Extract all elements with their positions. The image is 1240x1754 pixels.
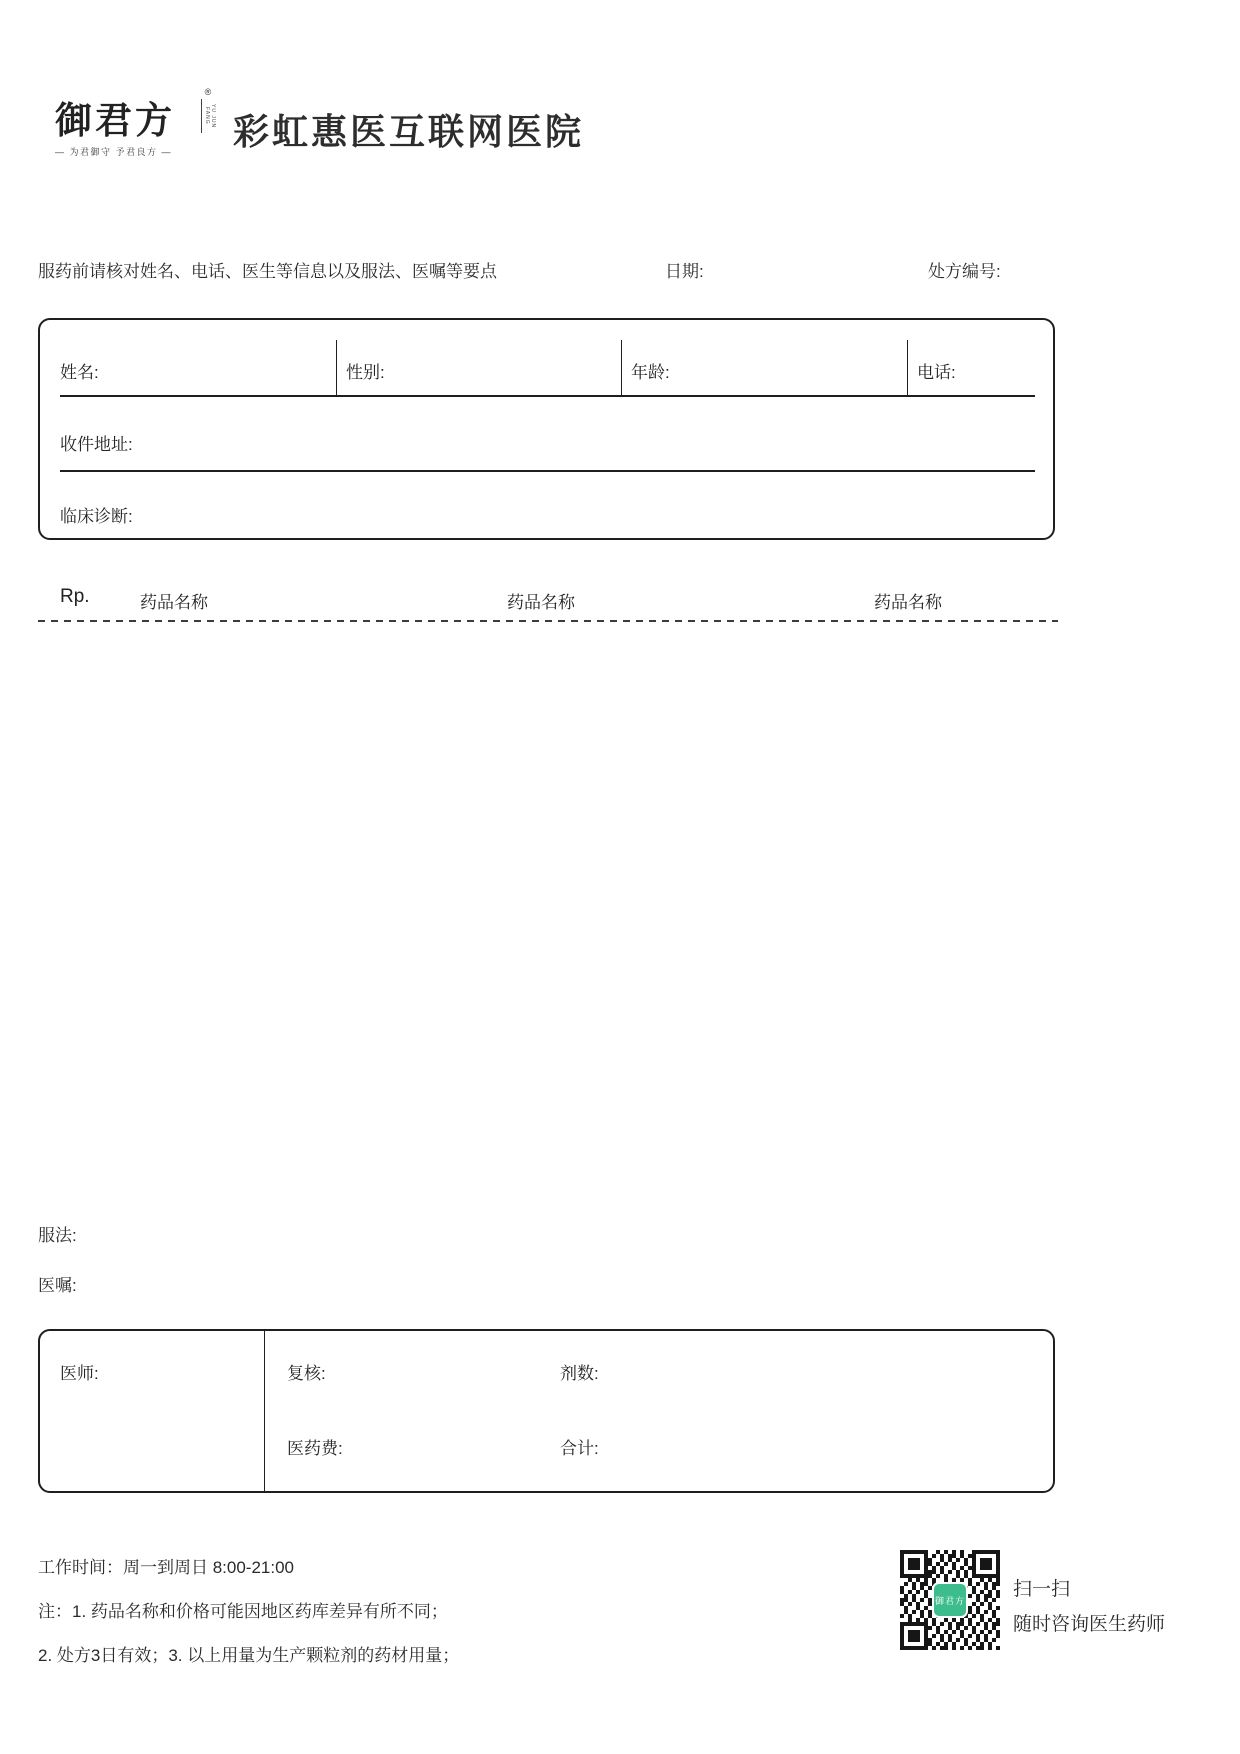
name-label: 姓名: bbox=[60, 363, 99, 382]
diagnosis-label: 临床诊断: bbox=[60, 507, 133, 526]
row-divider bbox=[60, 470, 1035, 472]
field-divider bbox=[336, 340, 337, 395]
drug-name-column-header: 药品名称 bbox=[874, 593, 942, 612]
qr-code bbox=[900, 1550, 1000, 1650]
qr-consult-label: 随时咨询医生药师 bbox=[1013, 1614, 1166, 1635]
total-label: 合计: bbox=[560, 1439, 599, 1458]
verify-notice: 服药前请核对姓名、电话、医生等信息以及服法、医嘱等要点 bbox=[38, 262, 497, 281]
doctor-advice-label: 医嘱: bbox=[38, 1276, 77, 1295]
footer-note-1: 注：1. 药品名称和价格可能因地区药库差异有所不同； bbox=[38, 1602, 448, 1621]
field-divider bbox=[621, 340, 622, 395]
date-label: 日期: bbox=[665, 262, 704, 281]
medicine-fee-label: 医药费: bbox=[287, 1439, 343, 1458]
row-divider bbox=[60, 395, 1035, 397]
brand-logo-text: 御君方 bbox=[55, 98, 175, 142]
drug-name-column-header: 药品名称 bbox=[507, 593, 575, 612]
qr-center-logo: 御君方 bbox=[932, 1582, 968, 1618]
box-divider bbox=[264, 1331, 265, 1491]
brand-logo-side bbox=[201, 88, 215, 133]
field-divider bbox=[907, 340, 908, 395]
brand-logo bbox=[55, 87, 230, 162]
dashed-separator bbox=[38, 620, 1058, 622]
patient-info-box bbox=[38, 318, 1055, 540]
prescription-number-label: 处方编号: bbox=[928, 262, 1001, 281]
footer-note-2: 2. 处方3日有效；3. 以上用量为生产颗粒剂的药材用量； bbox=[38, 1646, 460, 1665]
hospital-title: 彩虹惠医互联网医院 bbox=[233, 111, 585, 152]
age-label: 年龄: bbox=[631, 363, 670, 382]
registered-mark: ® bbox=[204, 87, 212, 97]
usage-method-label: 服法: bbox=[38, 1226, 77, 1245]
signature-fee-box bbox=[38, 1329, 1055, 1493]
brand-logo-pinyin: YU JUN FANG bbox=[201, 99, 216, 133]
doctor-label: 医师: bbox=[60, 1364, 99, 1383]
work-hours: 工作时间：周一到周日 8:00-21:00 bbox=[38, 1558, 295, 1577]
phone-label: 电话: bbox=[917, 363, 956, 382]
qr-scan-label: 扫一扫 bbox=[1013, 1579, 1071, 1600]
drug-name-column-header: 药品名称 bbox=[140, 593, 208, 612]
dose-count-label: 剂数: bbox=[560, 1364, 599, 1383]
review-label: 复核: bbox=[287, 1364, 326, 1383]
rp-label: Rp. bbox=[60, 586, 90, 607]
brand-tagline: — 为君御守 予君良方 — bbox=[55, 147, 173, 157]
address-label: 收件地址: bbox=[60, 435, 133, 454]
gender-label: 性别: bbox=[346, 363, 385, 382]
